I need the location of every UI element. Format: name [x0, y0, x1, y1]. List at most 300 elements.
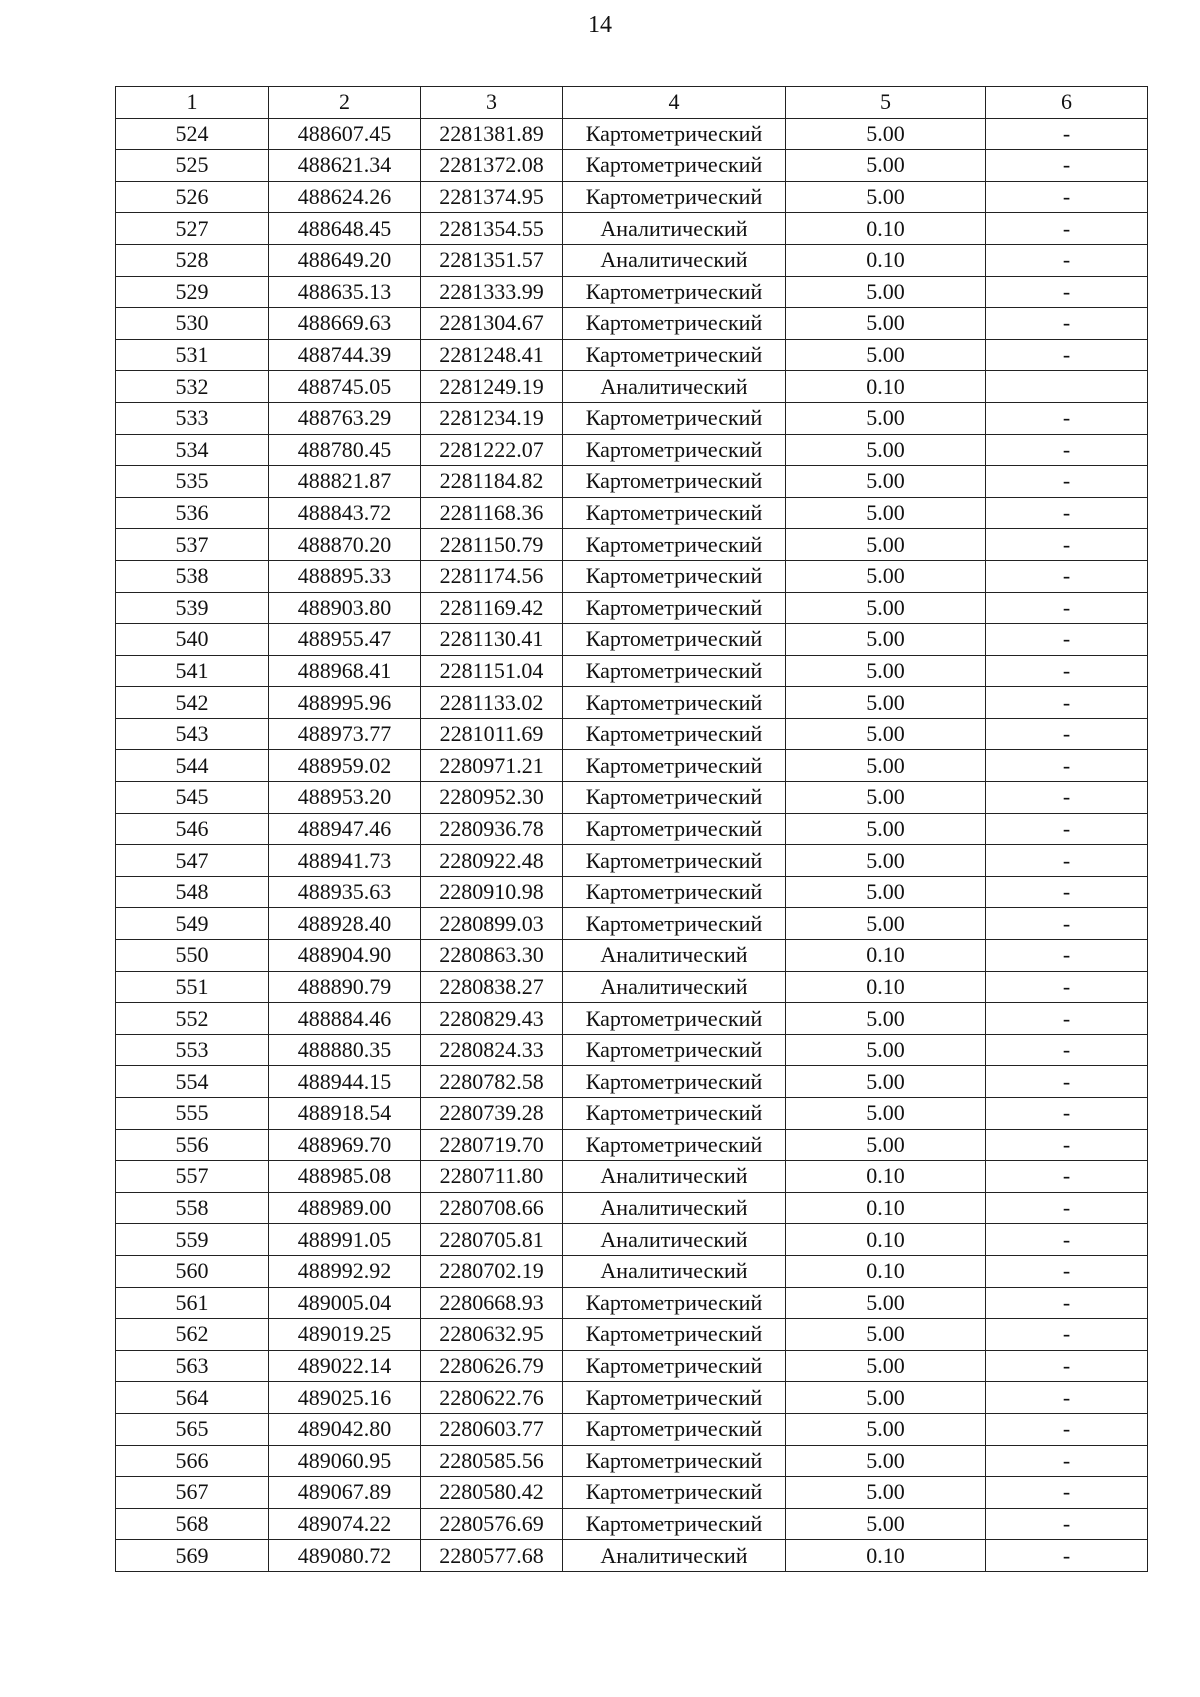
description-cell: - [986, 1066, 1148, 1098]
point-number-cell: 537 [116, 529, 269, 561]
description-cell: - [986, 1255, 1148, 1287]
method-cell: Картометрический [563, 1034, 786, 1066]
accuracy-cell: 0.10 [786, 971, 986, 1003]
y-coordinate-cell: 2280952.30 [421, 782, 563, 814]
table-row [116, 276, 1148, 308]
method-cell: Картометрический [563, 560, 786, 592]
table-row [116, 1445, 1148, 1477]
accuracy-cell: 5.00 [786, 624, 986, 656]
description-cell: - [986, 940, 1148, 972]
y-coordinate-cell: 2281374.95 [421, 181, 563, 213]
accuracy-cell: 0.10 [786, 371, 986, 403]
y-coordinate-cell: 2280708.66 [421, 1192, 563, 1224]
y-coordinate-cell: 2280632.95 [421, 1319, 563, 1351]
y-coordinate-cell: 2280585.56 [421, 1445, 563, 1477]
y-coordinate-cell: 2281184.82 [421, 466, 563, 498]
table-row [116, 1382, 1148, 1414]
method-cell: Картометрический [563, 118, 786, 150]
accuracy-cell: 5.00 [786, 181, 986, 213]
accuracy-cell: 0.10 [786, 940, 986, 972]
method-cell: Картометрический [563, 339, 786, 371]
table-row [116, 1192, 1148, 1224]
description-cell: - [986, 813, 1148, 845]
point-number-cell: 535 [116, 466, 269, 498]
y-coordinate-cell: 2281333.99 [421, 276, 563, 308]
method-cell: Картометрический [563, 1477, 786, 1509]
table-row [116, 718, 1148, 750]
accuracy-cell: 5.00 [786, 276, 986, 308]
x-coordinate-cell: 489019.25 [269, 1319, 421, 1351]
method-cell: Аналитический [563, 1192, 786, 1224]
point-number-cell: 528 [116, 244, 269, 276]
method-cell: Картометрический [563, 1319, 786, 1351]
point-number-cell: 559 [116, 1224, 269, 1256]
accuracy-cell: 5.00 [786, 1034, 986, 1066]
accuracy-cell: 5.00 [786, 118, 986, 150]
accuracy-cell: 5.00 [786, 497, 986, 529]
accuracy-cell: 5.00 [786, 687, 986, 719]
method-cell: Аналитический [563, 371, 786, 403]
accuracy-cell: 0.10 [786, 1161, 986, 1193]
accuracy-cell: 5.00 [786, 1066, 986, 1098]
accuracy-cell: 5.00 [786, 560, 986, 592]
table-row [116, 434, 1148, 466]
method-cell: Картометрический [563, 402, 786, 434]
description-cell: - [986, 782, 1148, 814]
description-cell: - [986, 718, 1148, 750]
description-cell: - [986, 655, 1148, 687]
point-number-cell: 564 [116, 1382, 269, 1414]
y-coordinate-cell: 2280971.21 [421, 750, 563, 782]
table-row [116, 687, 1148, 719]
y-coordinate-cell: 2281222.07 [421, 434, 563, 466]
point-number-cell: 550 [116, 940, 269, 972]
point-number-cell: 557 [116, 1161, 269, 1193]
accuracy-cell: 5.00 [786, 529, 986, 561]
description-cell: - [986, 1098, 1148, 1130]
accuracy-cell: 5.00 [786, 1003, 986, 1035]
point-number-cell: 540 [116, 624, 269, 656]
description-cell: - [986, 1224, 1148, 1256]
accuracy-cell: 5.00 [786, 1287, 986, 1319]
y-coordinate-cell: 2280922.48 [421, 845, 563, 877]
point-number-cell: 538 [116, 560, 269, 592]
x-coordinate-cell: 488821.87 [269, 466, 421, 498]
accuracy-cell: 0.10 [786, 1224, 986, 1256]
description-cell: - [986, 1129, 1148, 1161]
point-number-cell: 561 [116, 1287, 269, 1319]
description-cell: - [986, 750, 1148, 782]
method-cell: Картометрический [563, 150, 786, 182]
column-header: 4 [563, 87, 786, 119]
accuracy-cell: 5.00 [786, 1382, 986, 1414]
table-row [116, 624, 1148, 656]
point-number-cell: 548 [116, 876, 269, 908]
method-cell: Картометрический [563, 497, 786, 529]
y-coordinate-cell: 2280668.93 [421, 1287, 563, 1319]
point-number-cell: 525 [116, 150, 269, 182]
y-coordinate-cell: 2280576.69 [421, 1508, 563, 1540]
point-number-cell: 562 [116, 1319, 269, 1351]
accuracy-cell: 5.00 [786, 1350, 986, 1382]
y-coordinate-cell: 2281354.55 [421, 213, 563, 245]
y-coordinate-cell: 2281248.41 [421, 339, 563, 371]
description-cell: - [986, 1382, 1148, 1414]
point-number-cell: 526 [116, 181, 269, 213]
description-cell: - [986, 1161, 1148, 1193]
column-header: 6 [986, 87, 1148, 119]
table-row [116, 592, 1148, 624]
point-number-cell: 541 [116, 655, 269, 687]
accuracy-cell: 5.00 [786, 1445, 986, 1477]
table-row [116, 118, 1148, 150]
table-row [116, 371, 1148, 403]
description-cell: - [986, 1413, 1148, 1445]
point-number-cell: 547 [116, 845, 269, 877]
y-coordinate-cell: 2281174.56 [421, 560, 563, 592]
accuracy-cell: 5.00 [786, 1319, 986, 1351]
x-coordinate-cell: 488947.46 [269, 813, 421, 845]
x-coordinate-cell: 488968.41 [269, 655, 421, 687]
accuracy-cell: 5.00 [786, 402, 986, 434]
point-number-cell: 532 [116, 371, 269, 403]
y-coordinate-cell: 2280863.30 [421, 940, 563, 972]
description-cell [986, 371, 1148, 403]
method-cell: Картометрический [563, 1129, 786, 1161]
column-header: 2 [269, 87, 421, 119]
table-body [116, 118, 1148, 1571]
description-cell: - [986, 276, 1148, 308]
accuracy-cell: 5.00 [786, 1508, 986, 1540]
x-coordinate-cell: 488744.39 [269, 339, 421, 371]
point-number-cell: 543 [116, 718, 269, 750]
point-number-cell: 531 [116, 339, 269, 371]
table-row [116, 1319, 1148, 1351]
table-row [116, 813, 1148, 845]
description-cell: - [986, 497, 1148, 529]
column-header: 3 [421, 87, 563, 119]
point-number-cell: 539 [116, 592, 269, 624]
y-coordinate-cell: 2280899.03 [421, 908, 563, 940]
x-coordinate-cell: 488992.92 [269, 1255, 421, 1287]
method-cell: Картометрический [563, 782, 786, 814]
x-coordinate-cell: 488928.40 [269, 908, 421, 940]
table-row [116, 529, 1148, 561]
x-coordinate-cell: 488959.02 [269, 750, 421, 782]
description-cell: - [986, 1540, 1148, 1572]
accuracy-cell: 5.00 [786, 813, 986, 845]
method-cell: Аналитический [563, 940, 786, 972]
y-coordinate-cell: 2280702.19 [421, 1255, 563, 1287]
description-cell: - [986, 308, 1148, 340]
point-number-cell: 534 [116, 434, 269, 466]
table-row [116, 1161, 1148, 1193]
y-coordinate-cell: 2281372.08 [421, 150, 563, 182]
y-coordinate-cell: 2281150.79 [421, 529, 563, 561]
y-coordinate-cell: 2281234.19 [421, 402, 563, 434]
point-number-cell: 536 [116, 497, 269, 529]
x-coordinate-cell: 488991.05 [269, 1224, 421, 1256]
x-coordinate-cell: 488870.20 [269, 529, 421, 561]
x-coordinate-cell: 488607.45 [269, 118, 421, 150]
description-cell: - [986, 118, 1148, 150]
table-row [116, 655, 1148, 687]
method-cell: Аналитический [563, 1161, 786, 1193]
accuracy-cell: 0.10 [786, 244, 986, 276]
accuracy-cell: 5.00 [786, 876, 986, 908]
point-number-cell: 527 [116, 213, 269, 245]
y-coordinate-cell: 2280782.58 [421, 1066, 563, 1098]
accuracy-cell: 5.00 [786, 150, 986, 182]
description-cell: - [986, 244, 1148, 276]
method-cell: Картометрический [563, 655, 786, 687]
method-cell: Картометрический [563, 1445, 786, 1477]
method-cell: Картометрический [563, 813, 786, 845]
y-coordinate-cell: 2280910.98 [421, 876, 563, 908]
column-header: 1 [116, 87, 269, 119]
y-coordinate-cell: 2281130.41 [421, 624, 563, 656]
point-number-cell: 569 [116, 1540, 269, 1572]
page-number: 14 [588, 12, 612, 38]
x-coordinate-cell: 489080.72 [269, 1540, 421, 1572]
method-cell: Картометрический [563, 1098, 786, 1130]
accuracy-cell: 0.10 [786, 1192, 986, 1224]
y-coordinate-cell: 2281011.69 [421, 718, 563, 750]
accuracy-cell: 5.00 [786, 1413, 986, 1445]
description-cell: - [986, 592, 1148, 624]
method-cell: Картометрический [563, 1287, 786, 1319]
description-cell: - [986, 845, 1148, 877]
x-coordinate-cell: 488880.35 [269, 1034, 421, 1066]
method-cell: Картометрический [563, 624, 786, 656]
method-cell: Картометрический [563, 1508, 786, 1540]
y-coordinate-cell: 2280711.80 [421, 1161, 563, 1193]
y-coordinate-cell: 2280838.27 [421, 971, 563, 1003]
table-row [116, 213, 1148, 245]
point-number-cell: 549 [116, 908, 269, 940]
table-row [116, 1413, 1148, 1445]
method-cell: Картометрический [563, 687, 786, 719]
method-cell: Картометрический [563, 908, 786, 940]
y-coordinate-cell: 2280626.79 [421, 1350, 563, 1382]
x-coordinate-cell: 488624.26 [269, 181, 421, 213]
table-row [116, 1129, 1148, 1161]
accuracy-cell: 5.00 [786, 1477, 986, 1509]
point-number-cell: 524 [116, 118, 269, 150]
y-coordinate-cell: 2280824.33 [421, 1034, 563, 1066]
table-row [116, 466, 1148, 498]
point-number-cell: 551 [116, 971, 269, 1003]
x-coordinate-cell: 489005.04 [269, 1287, 421, 1319]
point-number-cell: 565 [116, 1413, 269, 1445]
x-coordinate-cell: 489067.89 [269, 1477, 421, 1509]
point-number-cell: 545 [116, 782, 269, 814]
method-cell: Аналитический [563, 1255, 786, 1287]
description-cell: - [986, 971, 1148, 1003]
table-row [116, 1034, 1148, 1066]
table-row [116, 908, 1148, 940]
x-coordinate-cell: 489022.14 [269, 1350, 421, 1382]
method-cell: Картометрический [563, 308, 786, 340]
method-cell: Картометрический [563, 181, 786, 213]
point-number-cell: 546 [116, 813, 269, 845]
description-cell: - [986, 1287, 1148, 1319]
table-row [116, 1255, 1148, 1287]
description-cell: - [986, 1508, 1148, 1540]
x-coordinate-cell: 488884.46 [269, 1003, 421, 1035]
table-row [116, 402, 1148, 434]
description-cell: - [986, 402, 1148, 434]
x-coordinate-cell: 488941.73 [269, 845, 421, 877]
accuracy-cell: 5.00 [786, 1098, 986, 1130]
table-row [116, 308, 1148, 340]
y-coordinate-cell: 2280705.81 [421, 1224, 563, 1256]
y-coordinate-cell: 2280719.70 [421, 1129, 563, 1161]
point-number-cell: 558 [116, 1192, 269, 1224]
y-coordinate-cell: 2281169.42 [421, 592, 563, 624]
point-number-cell: 566 [116, 1445, 269, 1477]
method-cell: Картометрический [563, 876, 786, 908]
description-cell: - [986, 1477, 1148, 1509]
method-cell: Аналитический [563, 1540, 786, 1572]
y-coordinate-cell: 2281351.57 [421, 244, 563, 276]
x-coordinate-cell: 488953.20 [269, 782, 421, 814]
method-cell: Картометрический [563, 466, 786, 498]
x-coordinate-cell: 488843.72 [269, 497, 421, 529]
point-number-cell: 555 [116, 1098, 269, 1130]
description-cell: - [986, 1445, 1148, 1477]
table-row [116, 1224, 1148, 1256]
accuracy-cell: 5.00 [786, 1129, 986, 1161]
y-coordinate-cell: 2281151.04 [421, 655, 563, 687]
table-row [116, 876, 1148, 908]
method-cell: Картометрический [563, 434, 786, 466]
description-cell: - [986, 339, 1148, 371]
description-cell: - [986, 213, 1148, 245]
y-coordinate-cell: 2280577.68 [421, 1540, 563, 1572]
x-coordinate-cell: 488621.34 [269, 150, 421, 182]
accuracy-cell: 5.00 [786, 845, 986, 877]
x-coordinate-cell: 488955.47 [269, 624, 421, 656]
accuracy-cell: 0.10 [786, 213, 986, 245]
table-row [116, 971, 1148, 1003]
accuracy-cell: 5.00 [786, 434, 986, 466]
table-row [116, 845, 1148, 877]
description-cell: - [986, 466, 1148, 498]
x-coordinate-cell: 488918.54 [269, 1098, 421, 1130]
accuracy-cell: 5.00 [786, 466, 986, 498]
x-coordinate-cell: 488649.20 [269, 244, 421, 276]
accuracy-cell: 5.00 [786, 339, 986, 371]
table-row [116, 497, 1148, 529]
x-coordinate-cell: 488890.79 [269, 971, 421, 1003]
accuracy-cell: 0.10 [786, 1540, 986, 1572]
point-number-cell: 553 [116, 1034, 269, 1066]
point-number-cell: 533 [116, 402, 269, 434]
method-cell: Картометрический [563, 718, 786, 750]
description-cell: - [986, 624, 1148, 656]
table-row [116, 1098, 1148, 1130]
point-number-cell: 554 [116, 1066, 269, 1098]
table-row [116, 1477, 1148, 1509]
description-cell: - [986, 150, 1148, 182]
method-cell: Картометрический [563, 529, 786, 561]
description-cell: - [986, 529, 1148, 561]
method-cell: Картометрический [563, 845, 786, 877]
description-cell: - [986, 687, 1148, 719]
x-coordinate-cell: 488745.05 [269, 371, 421, 403]
method-cell: Аналитический [563, 971, 786, 1003]
y-coordinate-cell: 2281249.19 [421, 371, 563, 403]
x-coordinate-cell: 488635.13 [269, 276, 421, 308]
point-number-cell: 560 [116, 1255, 269, 1287]
method-cell: Аналитический [563, 213, 786, 245]
method-cell: Аналитический [563, 244, 786, 276]
x-coordinate-cell: 488904.90 [269, 940, 421, 972]
description-cell: - [986, 181, 1148, 213]
table-row [116, 1003, 1148, 1035]
table-row [116, 1350, 1148, 1382]
x-coordinate-cell: 488973.77 [269, 718, 421, 750]
x-coordinate-cell: 488995.96 [269, 687, 421, 719]
y-coordinate-cell: 2280603.77 [421, 1413, 563, 1445]
table-row [116, 244, 1148, 276]
point-number-cell: 544 [116, 750, 269, 782]
accuracy-cell: 5.00 [786, 592, 986, 624]
column-header: 5 [786, 87, 986, 119]
x-coordinate-cell: 488935.63 [269, 876, 421, 908]
x-coordinate-cell: 489042.80 [269, 1413, 421, 1445]
point-number-cell: 530 [116, 308, 269, 340]
table-row [116, 150, 1148, 182]
y-coordinate-cell: 2281133.02 [421, 687, 563, 719]
table-row [116, 750, 1148, 782]
x-coordinate-cell: 488989.00 [269, 1192, 421, 1224]
point-number-cell: 563 [116, 1350, 269, 1382]
coordinates-table [115, 86, 1148, 1572]
table-row [116, 940, 1148, 972]
description-cell: - [986, 1003, 1148, 1035]
description-cell: - [986, 908, 1148, 940]
accuracy-cell: 0.10 [786, 1255, 986, 1287]
table-row [116, 1508, 1148, 1540]
point-number-cell: 567 [116, 1477, 269, 1509]
description-cell: - [986, 876, 1148, 908]
description-cell: - [986, 434, 1148, 466]
method-cell: Картометрический [563, 1350, 786, 1382]
accuracy-cell: 5.00 [786, 718, 986, 750]
y-coordinate-cell: 2281168.36 [421, 497, 563, 529]
x-coordinate-cell: 488780.45 [269, 434, 421, 466]
method-cell: Картометрический [563, 1066, 786, 1098]
y-coordinate-cell: 2280829.43 [421, 1003, 563, 1035]
method-cell: Картометрический [563, 1003, 786, 1035]
method-cell: Картометрический [563, 1413, 786, 1445]
description-cell: - [986, 1034, 1148, 1066]
table-row [116, 339, 1148, 371]
method-cell: Картометрический [563, 750, 786, 782]
table-row [116, 782, 1148, 814]
description-cell: - [986, 1319, 1148, 1351]
x-coordinate-cell: 488669.63 [269, 308, 421, 340]
x-coordinate-cell: 488648.45 [269, 213, 421, 245]
point-number-cell: 556 [116, 1129, 269, 1161]
table-row [116, 1066, 1148, 1098]
table-row [116, 1287, 1148, 1319]
y-coordinate-cell: 2280580.42 [421, 1477, 563, 1509]
table-row [116, 1540, 1148, 1572]
x-coordinate-cell: 488944.15 [269, 1066, 421, 1098]
